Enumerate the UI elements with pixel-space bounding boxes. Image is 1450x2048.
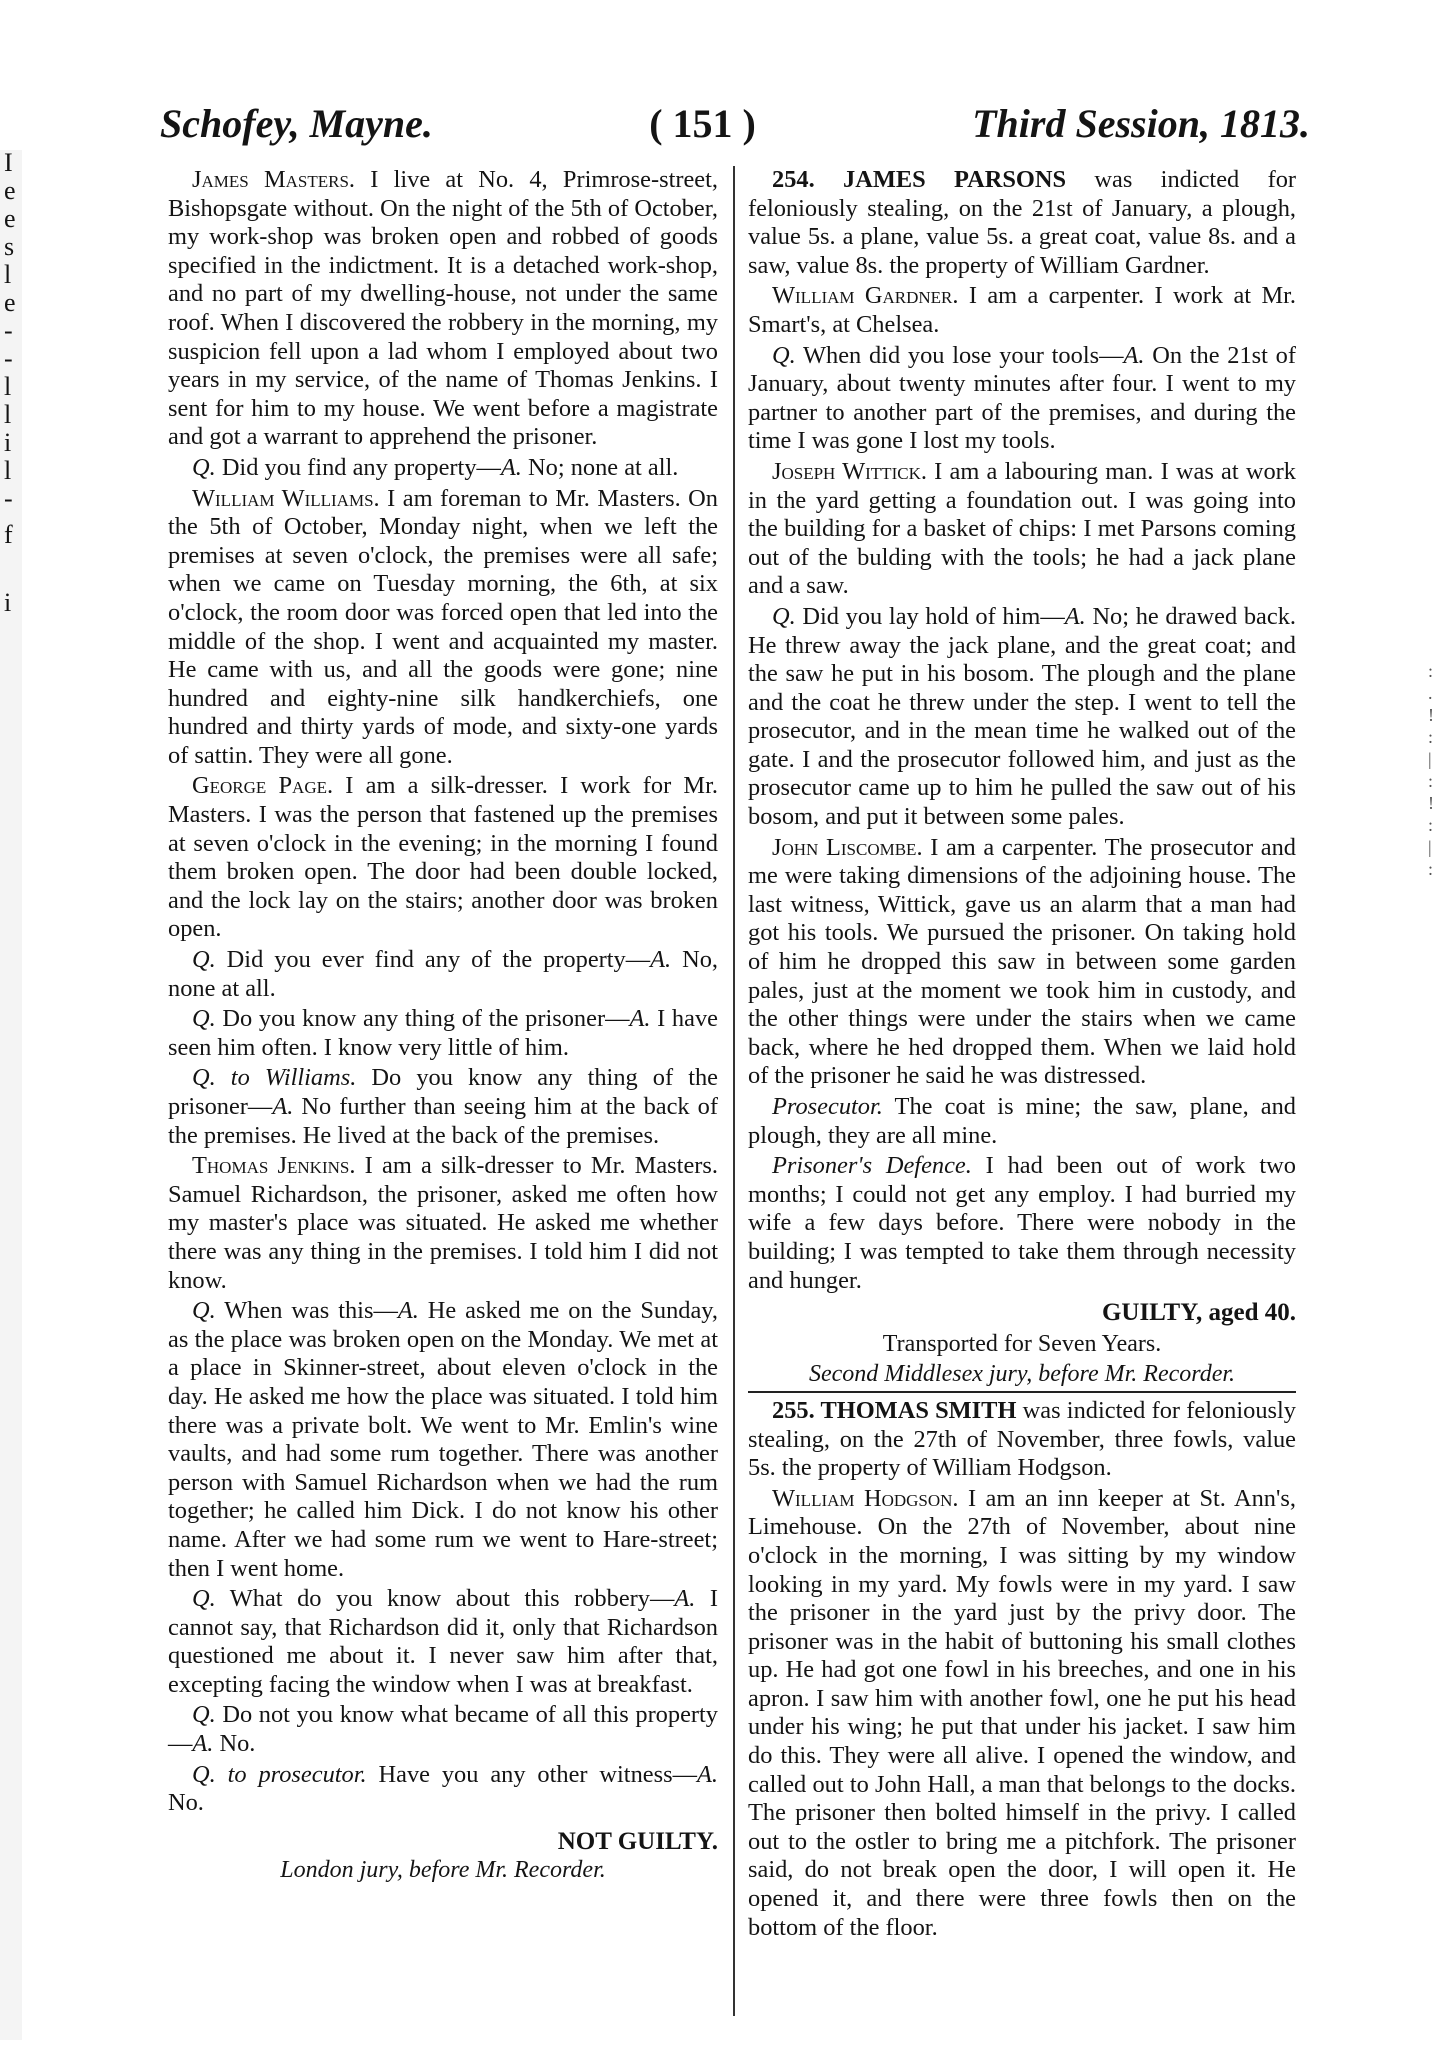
speaker-name: William Hodgson. <box>772 1484 959 1512</box>
answer-text: No. <box>168 1789 204 1817</box>
speaker-name: Joseph Wittick. <box>772 457 927 485</box>
testimony-paragraph <box>748 1485 1296 1943</box>
testimony-text: I am a silk-dresser to Mr. Masters. Samuel Richardson, the prisoner, asked me often how my master's place was situated. He asked me whether there was any thing in the premises. I told him I did not know. <box>168 1152 718 1294</box>
answer-marker: A. <box>500 453 522 481</box>
question-marker: Q. <box>192 1005 216 1033</box>
page-number: ( 151 ) <box>649 101 756 146</box>
answer-marker: A. <box>629 1005 651 1033</box>
right-verdict: GUILTY, aged 40. <box>1101 1299 1296 1327</box>
answer-text: No. <box>213 1730 256 1758</box>
question-answer-paragraph <box>168 1585 718 1699</box>
statement-text: The coat is mine; the saw, plane, and plough, they are all mine. <box>748 1093 1296 1149</box>
answer-marker: A. <box>397 1297 419 1325</box>
question-answer-paragraph <box>748 342 1296 456</box>
header-session: Third Session, 1813. <box>972 101 1310 146</box>
statement-label: Prosecutor. <box>772 1093 883 1120</box>
testimony-paragraph <box>168 1152 718 1295</box>
answer-text: No, none at all. <box>168 946 719 1002</box>
testimony-paragraph <box>168 166 718 452</box>
speaker-name: John Liscombe. <box>772 833 923 861</box>
statement-paragraph <box>748 1152 1296 1295</box>
question-answer-paragraph <box>748 603 1296 832</box>
testimony-paragraph <box>168 772 718 944</box>
answer-text: He asked me on the Sunday, as the place was broken open on the Monday. We met at a place in Skinner-street, about eleven o'clock in the day. He asked me how the place was situated. I told him there was a private bolt. We went to Mr. Emlin's wine vaults, and had some rum together. There was another person with Samuel Richardson when we had the rum together; he called him Dick. I do not know his other name. After we had some rum we went to Hare-street; then I went home. <box>168 1297 719 1582</box>
case-255-testimony <box>748 1485 1296 1943</box>
question-text: Did you lay hold of him— <box>795 602 1065 630</box>
case-255-title: 255. THOMAS SMITH <box>772 1396 1017 1424</box>
question-marker: Q. <box>192 453 216 481</box>
testimony-text: I am a labouring man. I was at work in the yard getting a foundation out. I was going into the building for a basket of chips: I met Parsons coming out of the bulding with the tools; he had a jack plane and a saw. <box>748 457 1296 600</box>
answer-text: I cannot say, that Richardson did it, only that Richardson questioned me about it. I never saw him after that, excepting facing the window when I was at breakfast. <box>168 1585 718 1698</box>
testimony-text: I am a silk-dresser. I work for Mr. Masters. I was the person that fastened up the premises at seven o'clock in the evening; in the morning I found them broken open. The door had been double locked, and the lock lay on the stairs; another door was broken open. <box>168 772 718 943</box>
answer-text: No; he drawed back. He threw away the jack plane, and the great coat; and the saw he put in his bosom. The plough and the plane and the coat he threw under the step. I went to tell the prosecutor, and in the mean time he walked out of the gate. I and the prosecutor followed him, and just as the prosecutor came up to him he pulled the saw out of his bosom, and put it between some pales. <box>748 602 1296 831</box>
answer-marker: A. <box>272 1093 294 1120</box>
question-text: Did you ever find any of the property— <box>215 946 651 974</box>
question-text: Do not you know what became of all this property— <box>168 1701 718 1758</box>
statement-paragraph <box>748 1093 1296 1150</box>
statement-text: I had been out of work two months; I could not get any employ. I had burried my wife a few days before. There were nobody in the building; I was tempted to take them through necessity and hunger. <box>748 1152 1296 1294</box>
speaker-name: George Page. <box>192 772 334 800</box>
answer-marker: A. <box>674 1585 696 1613</box>
testimony-paragraph <box>748 834 1296 1091</box>
speaker-name: William Williams. <box>192 484 380 512</box>
answer-marker: A. <box>696 1760 718 1788</box>
testimony-text: I am a carpenter. I work at Mr. Smart's, at Chelsea. <box>748 282 1297 338</box>
answer-marker: A. <box>650 946 672 974</box>
testimony-text: I am an inn keeper at St. Ann's, Limehouse. On the 27th of November, about nine o'clock in the morning, I was sitting by my window looking in my yard. My fowls were in my yard. I saw the prisoner in the yard just by the privy door. The prisoner was in the habit of buttoning his small clothes up. He had got one fowl in his breeches, and one in his apron. I saw him with another fowl, one he put his head under his wing; he put that under his jacket. I saw him do this. They were all alive. I opened the window, and called out to John Hall, a man that belongs to the docks. The prisoner then bolted himself in the privy. I called out to the ostler to bring me a pitchfork. The prisoner said, do not break open the door, I will open it. He opened it, and there were three fowls then on the bottom of the floor. <box>748 1484 1296 1941</box>
case-254-heading <box>748 166 1296 280</box>
question-text: Do you know any thing of the prisoner— <box>168 1064 719 1120</box>
answer-marker: A. <box>1123 341 1145 369</box>
answer-marker: A. <box>1064 602 1086 630</box>
testimony-paragraph <box>168 485 718 771</box>
question-answer-paragraph <box>168 1761 718 1818</box>
question-marker: Q. <box>192 946 216 974</box>
left-jury: London jury, before Mr. Recorder. <box>280 1857 606 1884</box>
left-column-paragraphs <box>168 166 718 1818</box>
case-255-indictment: was indicted for feloniously stealing, on the 27th of November, three fowls, value 5s. the property of William Hodgson. <box>748 1396 1296 1482</box>
question-marker: Q. <box>772 341 796 369</box>
case-254-title: 254. JAMES PARSONS <box>772 166 1067 193</box>
answer-text: On the 21st of January, about twenty minutes after four. I went to my partner to another part of the premises, and during the time I was gone I lost my tools. <box>748 341 1296 455</box>
running-header <box>160 100 1310 164</box>
header-names: Schofey, Mayne. <box>160 101 433 146</box>
answer-text: No further than seeing him at the back of the premises. He lived at the back of the premises. <box>168 1093 718 1149</box>
question-answer-paragraph <box>168 1064 718 1150</box>
question-marker: Q. to Williams. <box>192 1064 357 1092</box>
answer-text: I have seen him often. I know very little of him. <box>168 1005 718 1061</box>
case-254-testimony <box>748 282 1296 1295</box>
question-marker: Q. <box>192 1585 216 1613</box>
case-254-indictment: was indicted for feloniously stealing, on the 21st of January, a plough, value 5s. a plane, value 5s. a great coat, value 8s. and a saw, value 8s. the property of William Gardner. <box>748 166 1297 279</box>
question-text: Did you find any property— <box>215 453 501 481</box>
column-divider <box>733 166 735 2016</box>
right-page-edge: : . ! : | : ! : | : <box>1428 661 1434 879</box>
speaker-name: James Masters. <box>192 166 356 193</box>
question-answer-paragraph <box>168 1297 718 1583</box>
answer-text: No; none at all. <box>521 453 679 481</box>
testimony-text: I am a carpenter. The prosecutor and me were taking dimensions of the adjoining house. The last witness, Wittick, gave us an alarm that a man had got his tools. We pursued the prisoner. On taking hold of him he dropped this saw in between some garden pales, just at the moment we took him in custody, and the other things were under the stairs when we came back, where he hed dropped them. When we laid hold of the prisoner he said he was distressed. <box>748 833 1296 1090</box>
case-255-heading <box>748 1397 1296 1483</box>
testimony-paragraph <box>748 282 1296 339</box>
left-verdict: NOT GUILTY. <box>557 1827 718 1855</box>
testimony-text: I am foreman to Mr. Masters. On the 5th of October, Monday night, when we left the premises at seven o'clock, the premises were all safe; when we came on Tuesday morning, the 6th, at six o'clock, the room door was forced open that led into the middle of the shop. I went and acquainted my master. He came with us, and all the goods were gone; nine hundred and eighty-nine silk handkerchiefs, one hundred and thirty yards of mode, and sixty-one yards of sattin. They were all gone. <box>168 484 718 769</box>
question-text: When did you lose your tools— <box>795 341 1124 369</box>
left-column <box>168 166 718 1885</box>
question-answer-paragraph <box>168 1005 718 1062</box>
question-text: When was this— <box>215 1297 398 1325</box>
right-jury: Second Middlesex jury, before Mr. Recorder. <box>748 1360 1296 1393</box>
question-text: Do you know any thing of the prisoner— <box>215 1005 630 1033</box>
question-answer-paragraph <box>168 454 718 483</box>
right-column <box>748 166 1296 1944</box>
question-answer-paragraph <box>168 946 718 1003</box>
testimony-paragraph <box>748 458 1296 601</box>
question-marker: Q. <box>192 1701 216 1729</box>
speaker-name: Thomas Jenkins. <box>192 1152 356 1180</box>
question-text: What do you know about this robbery— <box>215 1585 675 1613</box>
answer-marker: A. <box>192 1730 214 1758</box>
question-marker: Q. <box>772 602 796 630</box>
question-marker: Q. <box>192 1297 216 1325</box>
question-marker: Q. to prosecutor. <box>192 1760 367 1788</box>
question-answer-paragraph <box>168 1701 718 1758</box>
testimony-text: I live at No. 4, Primrose-street, Bishopsgate without. On the night of the 5th of October, my work-shop was broken open and robbed of goods specified in the indictment. It is a detached work-shop, and no part of my dwelling-house, not under the same roof. When I discovered the robbery in the morning, my suspicion fell upon a lad whom I employed about two years in my service, of the name of Thomas Jenkins. I sent for him to my house. We went before a magistrate and got a warrant to apprehend the prisoner. <box>168 166 718 451</box>
question-text: Have you any other witness— <box>366 1760 697 1788</box>
statement-label: Prisoner's Defence. <box>772 1152 972 1180</box>
right-sentence: Transported for Seven Years. <box>882 1330 1162 1357</box>
speaker-name: William Gardner. <box>772 282 959 310</box>
left-page-edge: I e e s l e - - l l i l - f i <box>0 150 22 2040</box>
